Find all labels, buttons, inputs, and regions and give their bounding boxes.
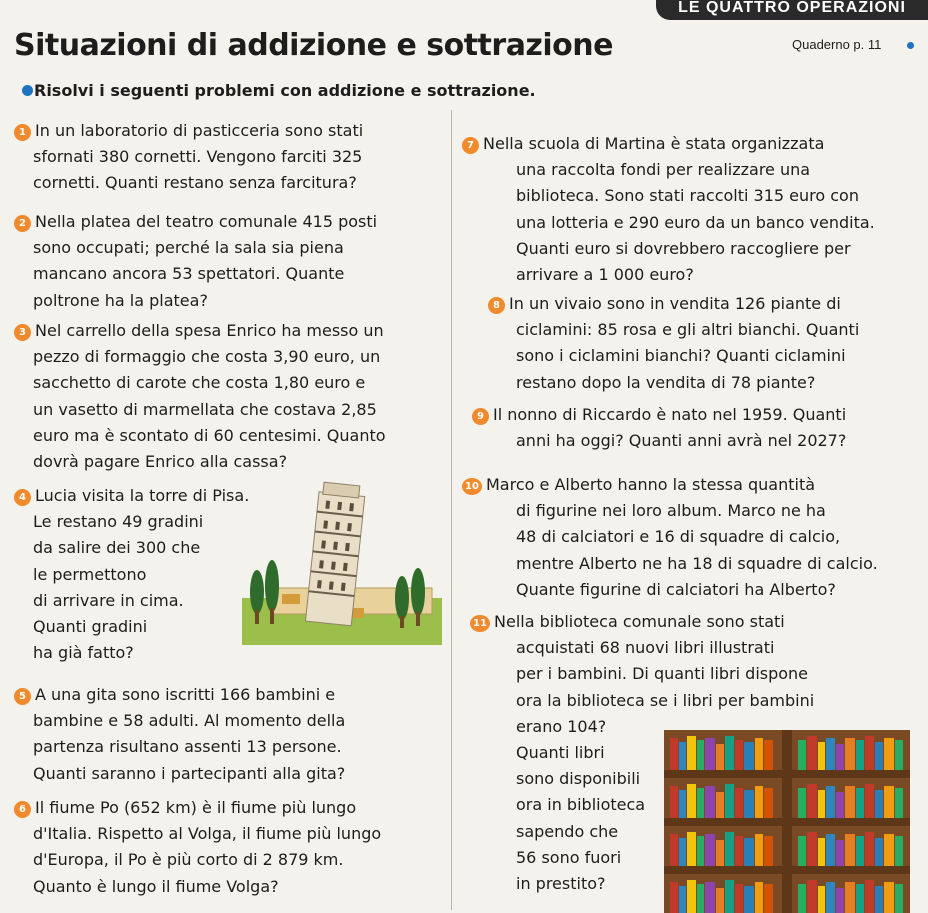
problem-number-badge: 3 bbox=[14, 324, 31, 341]
problem-9 bbox=[462, 402, 846, 454]
problem-1 bbox=[14, 118, 363, 197]
problem-2 bbox=[14, 209, 377, 314]
problem-line: partenza risultano assenti 13 persone. bbox=[33, 737, 342, 757]
pisa-tower-illustration bbox=[242, 480, 442, 645]
problem-line: sono disponibili bbox=[516, 769, 641, 789]
problem-line: Quanti libri bbox=[516, 743, 605, 763]
instruction-bullet bbox=[22, 85, 33, 96]
instruction-text: Risolvi i seguenti problemi con addizione e sottrazione. bbox=[34, 81, 536, 100]
problem-line: una raccolta fondi per realizzare una bbox=[516, 160, 811, 180]
problem-5 bbox=[14, 682, 345, 787]
problem-line: Lucia visita la torre di Pisa. bbox=[35, 486, 250, 505]
problem-10 bbox=[462, 472, 878, 603]
problem-number-badge: 6 bbox=[14, 801, 31, 818]
problem-line: Marco e Alberto hanno la stessa quantità bbox=[486, 475, 816, 494]
page-title: Situazioni di addizione e sottrazione bbox=[14, 28, 613, 63]
workbook-reference: Quaderno p. 11 bbox=[792, 37, 882, 52]
problem-line: sapendo che bbox=[516, 821, 619, 841]
problem-line: ora la biblioteca se i libri per bambini bbox=[516, 690, 815, 710]
problem-line: Quanti gradini bbox=[33, 617, 148, 637]
problem-line: per i bambini. Di quanti libri dispone bbox=[516, 664, 809, 684]
problem-8 bbox=[462, 291, 859, 396]
problem-line: 48 di calciatori e 16 di squadre di calcio, bbox=[516, 527, 841, 547]
problem-line: Quante figurine di calciatori ha Alberto? bbox=[516, 579, 836, 599]
problem-number-badge: 10 bbox=[462, 478, 482, 495]
problem-line: acquistati 68 nuovi libri illustrati bbox=[516, 638, 775, 658]
problem-line: pezzo di formaggio che costa 3,90 euro, un bbox=[33, 347, 381, 367]
problem-line: poltrone ha la platea? bbox=[33, 290, 208, 310]
section-banner: LE QUATTRO OPERAZIONI bbox=[656, 0, 928, 20]
problem-6 bbox=[14, 795, 381, 900]
problem-number-badge: 7 bbox=[462, 137, 479, 154]
problem-line: Nel carrello della spesa Enrico ha messo un bbox=[35, 321, 384, 340]
problem-line: d'Europa, il Po è più corto di 2 879 km. bbox=[33, 850, 344, 870]
problem-7 bbox=[462, 131, 875, 288]
problem-line: Nella platea del teatro comunale 415 posti bbox=[35, 212, 378, 231]
problem-line: dovrà pagare Enrico alla cassa? bbox=[33, 452, 288, 472]
problem-line: di arrivare in cima. bbox=[33, 590, 184, 610]
reference-dot bbox=[907, 42, 914, 49]
problem-number-badge: 11 bbox=[470, 615, 490, 632]
problem-number-badge: 5 bbox=[14, 688, 31, 705]
problem-line: ha già fatto? bbox=[33, 643, 134, 663]
problem-line: Nella scuola di Martina è stata organizzata bbox=[483, 134, 825, 153]
problem-line: Le restano 49 gradini bbox=[33, 512, 204, 532]
problem-line: sacchetto di carote che costa 1,80 euro e bbox=[33, 373, 366, 393]
problem-line: anni ha oggi? Quanti anni avrà nel 2027? bbox=[516, 431, 847, 451]
problem-line: mancano ancora 53 spettatori. Quante bbox=[33, 264, 345, 284]
problem-line: in prestito? bbox=[516, 874, 606, 894]
problem-line: biblioteca. Sono stati raccolti 315 euro con bbox=[516, 186, 859, 206]
problem-line: In un vivaio sono in vendita 126 piante di bbox=[509, 294, 841, 313]
problem-number-badge: 2 bbox=[14, 215, 31, 232]
column-divider bbox=[451, 110, 452, 910]
problem-line: d'Italia. Rispetto al Volga, il fiume più lungo bbox=[33, 824, 382, 844]
problem-line: mentre Alberto ne ha 18 di squadre di calcio. bbox=[516, 553, 878, 573]
problem-line: Quanto è lungo il fiume Volga? bbox=[33, 876, 279, 896]
problem-line: ora in biblioteca bbox=[516, 795, 646, 815]
problem-line: arrivare a 1 000 euro? bbox=[516, 265, 694, 285]
problem-line: Quanti saranno i partecipanti alla gita? bbox=[33, 763, 346, 783]
problem-number-badge: 1 bbox=[14, 124, 31, 141]
problem-line: le permettono bbox=[33, 564, 147, 584]
problem-line: Il nonno di Riccardo è nato nel 1959. Quanti bbox=[493, 405, 847, 424]
problem-line: di figurine nei loro album. Marco ne ha bbox=[516, 501, 826, 521]
problem-line: 56 sono fuori bbox=[516, 847, 622, 867]
problem-line: ciclamini: 85 rosa e gli altri bianchi. Quanti bbox=[516, 320, 860, 340]
problem-3 bbox=[14, 318, 386, 475]
problem-line: Il fiume Po (652 km) è il fiume più lungo bbox=[35, 798, 357, 817]
problem-line: In un laboratorio di pasticceria sono stati bbox=[35, 121, 364, 140]
problem-line: da salire dei 300 che bbox=[33, 538, 201, 558]
problem-line: bambine e 58 adulti. Al momento della bbox=[33, 711, 346, 731]
problem-line: restano dopo la vendita di 78 piante? bbox=[516, 372, 816, 392]
problem-line: Nella biblioteca comunale sono stati bbox=[494, 612, 785, 631]
problem-number-badge: 9 bbox=[472, 408, 489, 425]
problem-line: A una gita sono iscritti 166 bambini e bbox=[35, 685, 336, 704]
problem-number-badge: 8 bbox=[488, 297, 505, 314]
problem-4 bbox=[14, 483, 249, 666]
problem-line: un vasetto di marmellata che costava 2,85 bbox=[33, 399, 377, 419]
problem-line: sono i ciclamini bianchi? Quanti ciclamini bbox=[516, 346, 846, 366]
problem-line: una lotteria e 290 euro da un banco vendita. bbox=[516, 212, 875, 232]
problem-line: sono occupati; perché la sala sia piena bbox=[33, 238, 344, 258]
problem-line: erano 104? bbox=[516, 716, 607, 736]
problem-line: sfornati 380 cornetti. Vengono farciti 325 bbox=[33, 147, 363, 167]
problem-line: Quanti euro si dovrebbero raccogliere per bbox=[516, 238, 851, 258]
problem-line: cornetti. Quanti restano senza farcitura? bbox=[33, 173, 357, 193]
problem-line: euro ma è scontato di 60 centesimi. Quanto bbox=[33, 425, 386, 445]
problem-number-badge: 4 bbox=[14, 489, 31, 506]
bookshelf-illustration bbox=[664, 730, 910, 913]
